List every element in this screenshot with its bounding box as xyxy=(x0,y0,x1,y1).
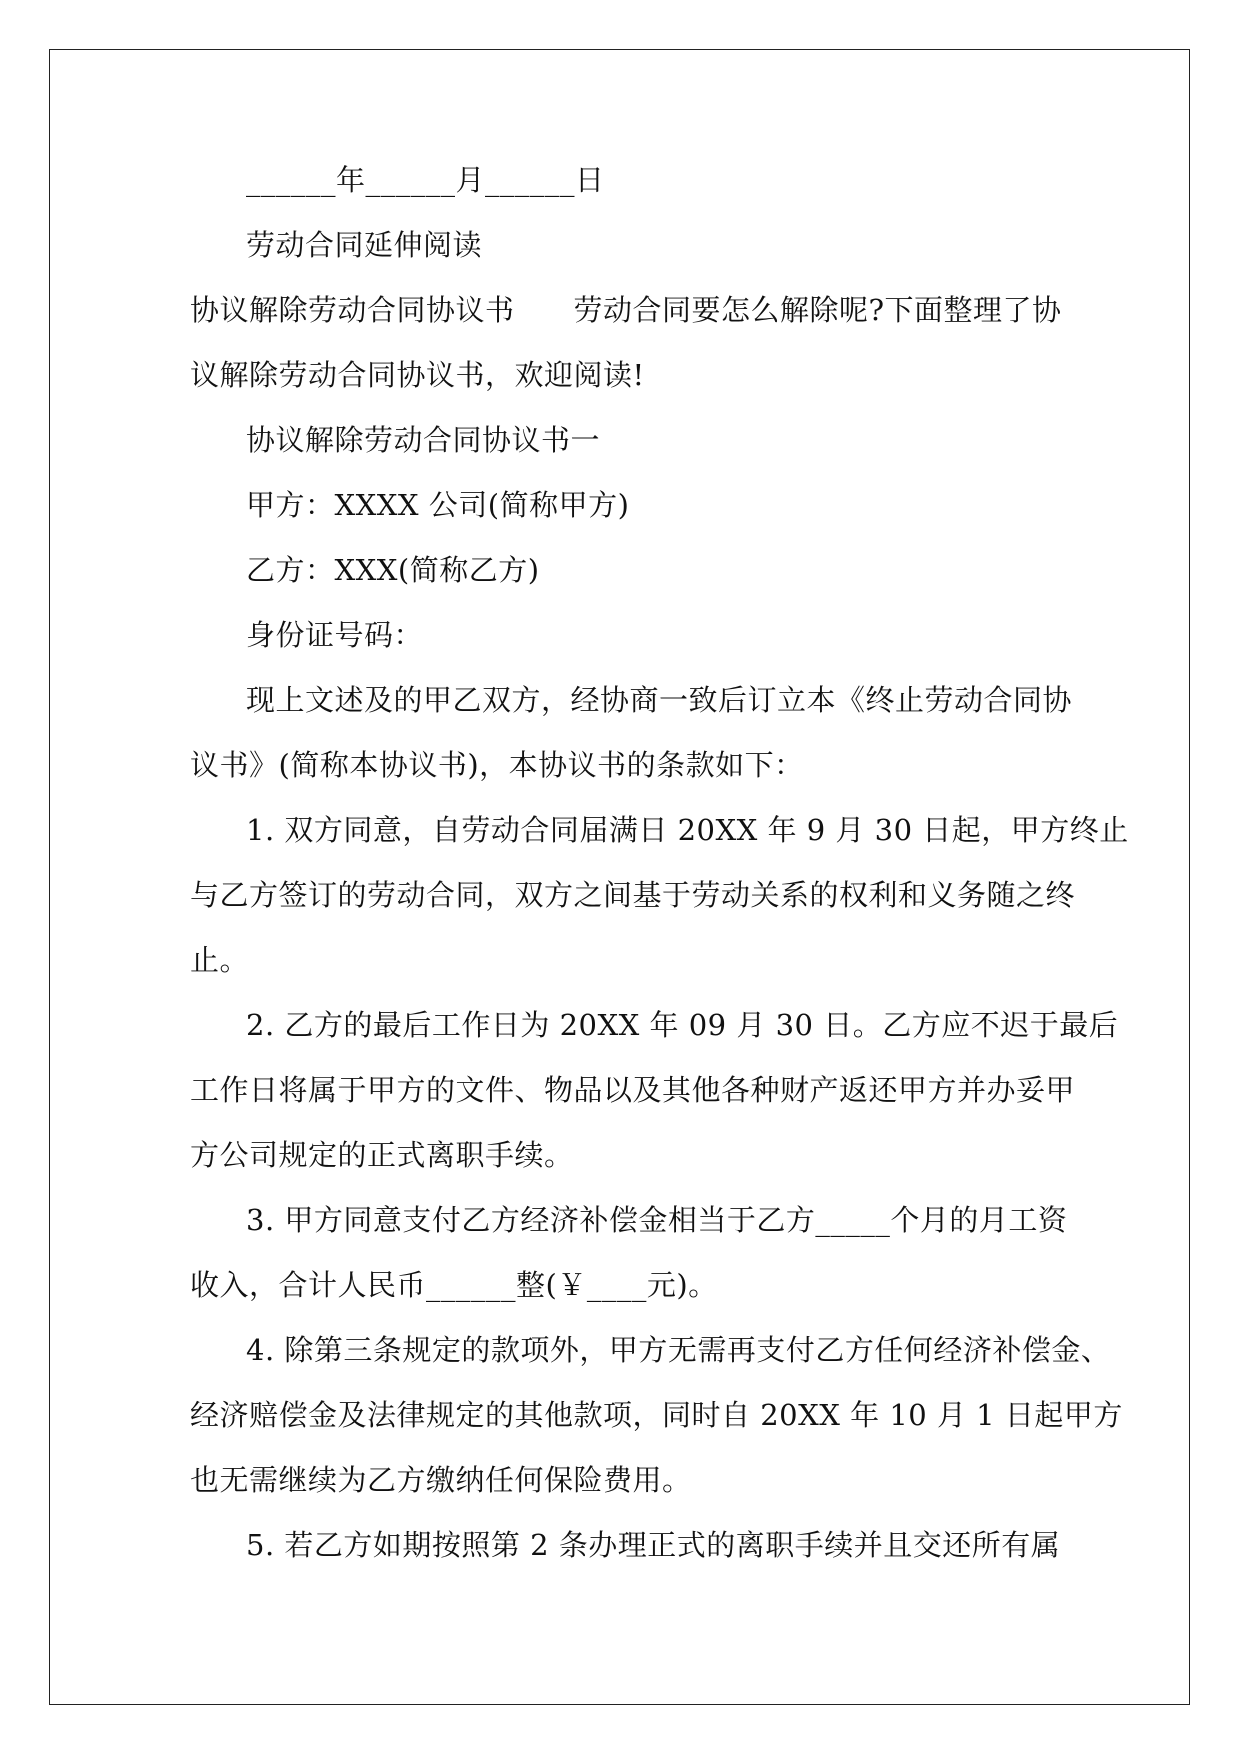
clause-4-line-1: 4. 除第三条规定的款项外，甲方无需再支付乙方任何经济补偿金、 xyxy=(246,1333,1111,1367)
date-line: ______年______月______日 xyxy=(246,163,605,197)
clause-1-line-3: 止。 xyxy=(190,943,250,977)
preamble-line-2: 议书》(简称本协议书)，本协议书的条款如下： xyxy=(190,748,804,782)
clause-3-line-1: 3. 甲方同意支付乙方经济补偿金相当于乙方_____个月的月工资 xyxy=(246,1203,1068,1237)
clause-5-line-1: 5. 若乙方如期按照第 2 条办理正式的离职手续并且交还所有属 xyxy=(246,1528,1061,1562)
agreement-title: 协议解除劳动合同协议书一 xyxy=(246,423,601,457)
clause-3-line-2: 收入，合计人民币______整(￥____元)。 xyxy=(190,1268,718,1302)
preamble-line-1: 现上文述及的甲乙双方，经协商一致后订立本《终止劳动合同协 xyxy=(246,683,1073,717)
party-b: 乙方：XXX(简称乙方) xyxy=(246,553,540,587)
intro-line-1: 协议解除劳动合同协议书 劳动合同要怎么解除呢?下面整理了协 xyxy=(190,293,1062,327)
section-heading: 劳动合同延伸阅读 xyxy=(246,228,483,262)
clause-4-line-2: 经济赔偿金及法律规定的其他款项，同时自 20XX 年 10 月 1 日起甲方 xyxy=(190,1398,1123,1432)
intro-line-2: 议解除劳动合同协议书，欢迎阅读! xyxy=(190,358,645,392)
clause-4-line-3: 也无需继续为乙方缴纳任何保险费用。 xyxy=(190,1463,692,1497)
id-number: 身份证号码： xyxy=(246,618,424,652)
party-a: 甲方：XXXX 公司(简称甲方) xyxy=(246,488,630,522)
clause-2-line-2: 工作日将属于甲方的文件、物品以及其他各种财产返还甲方并办妥甲 xyxy=(190,1073,1076,1107)
clause-2-line-1: 2. 乙方的最后工作日为 20XX 年 09 月 30 日。乙方应不迟于最后 xyxy=(246,1008,1119,1042)
clause-2-line-3: 方公司规定的正式离职手续。 xyxy=(190,1138,574,1172)
clause-1-line-2: 与乙方签订的劳动合同，双方之间基于劳动关系的权利和义务随之终 xyxy=(190,878,1076,912)
clause-1-line-1: 1. 双方同意，自劳动合同届满日 20XX 年 9 月 30 日起，甲方终止 xyxy=(246,813,1129,847)
